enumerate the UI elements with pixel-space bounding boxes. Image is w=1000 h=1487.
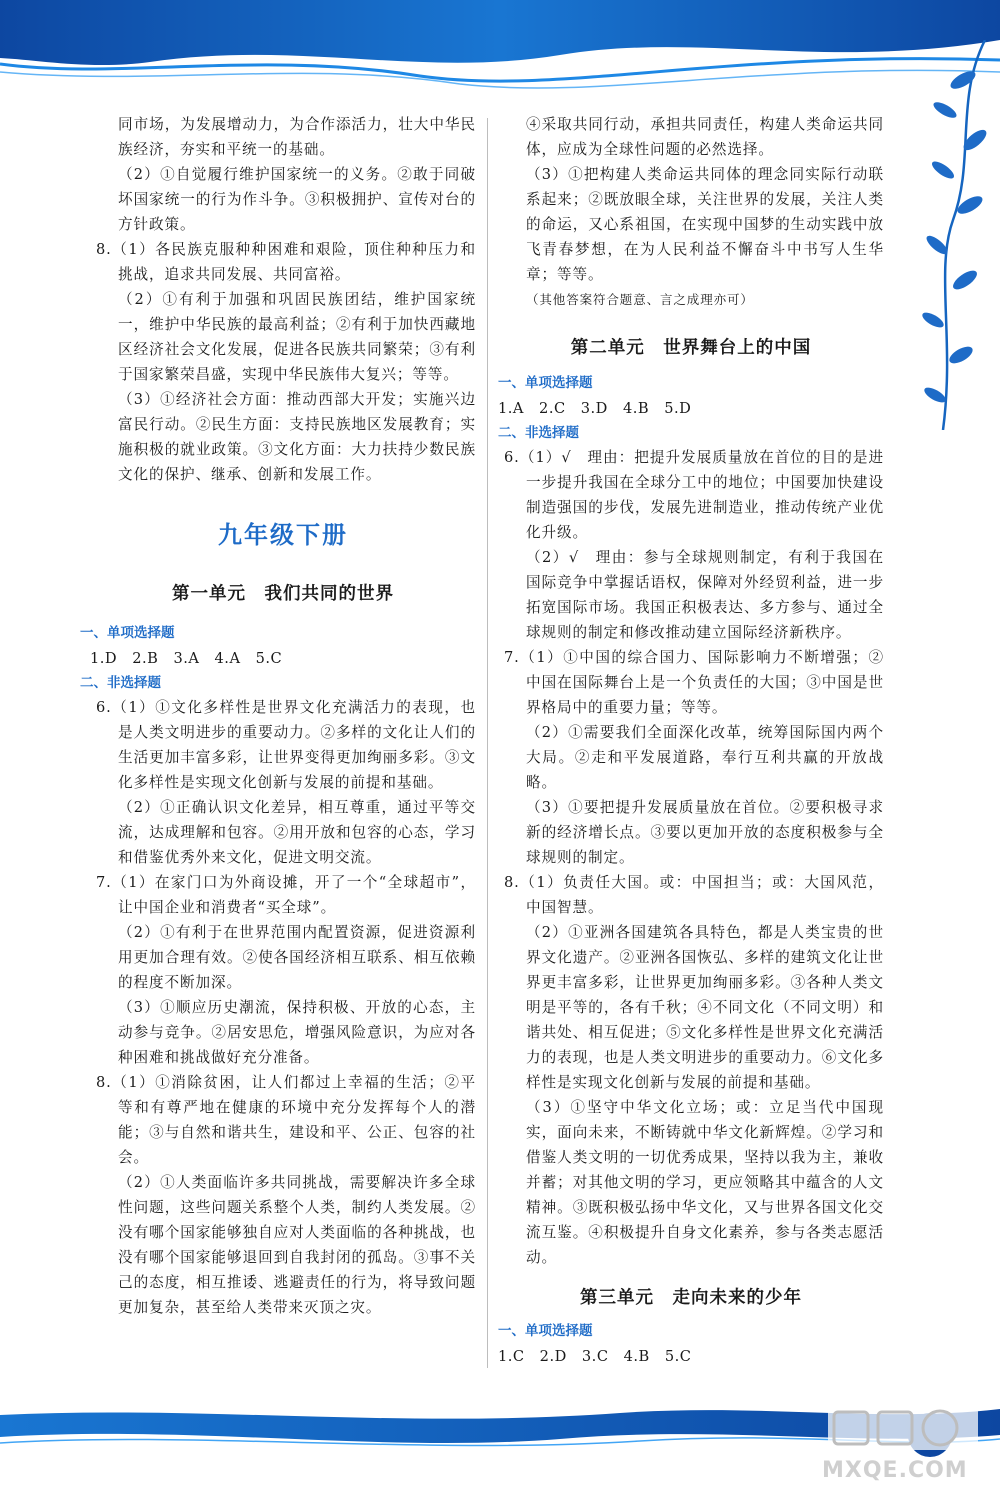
unit2-q6-part1: 6.（1）√ 理由：把提升发展质量放在首位的目的是进一步提升我国在全球分工中的地位；中国要加快建设制造强国的步伐，发展先进制造业，推动传统产业优化升级。 — [504, 449, 884, 541]
unit1-q8-part1: 8.（1）①消除贫困，让人们都过上幸福的生活；②平等和有尊严地在健康的环境中充分发挥每个人的潜能；③与自然和谐共生，建设和平、公正、包容的社会。 — [96, 1074, 476, 1166]
unit3-title: 第三单元 走向未来的少年 — [580, 1288, 802, 1308]
continued-answer-1: 同市场，为发展增动力，为合作添活力，壮大中华民族经济，夯实和平统一的基础。 — [118, 116, 476, 158]
q8-part3: （3）①经济社会方面：推动西部大开发；实施兴边富民行动。②民生方面：支持民族地区发展教育；实施积极的就业政策。③文化方面：大力扶持少数民族文化的保护、继承、创新和发展工作。 — [118, 391, 476, 483]
right-column — [498, 112, 884, 1369]
unit1-title: 第一单元 我们共同的世界 — [172, 584, 394, 604]
unit1-mc-answers: 1.D 2.B 3.A 4.A 5.C — [90, 650, 283, 667]
answer-note: （其他答案符合题意、言之成理亦可） — [526, 292, 754, 307]
unit1-q8-part2: （2）①人类面临许多共同挑战，需要解决许多全球性问题，这些问题关系整个人类，制约人类发展。②没有哪个国家能够独自应对人类面临的各种挑战，也没有哪个国家能够退回到自我封闭的孤岛。③事不关己的态度，相互推诿、逃避责任的行为，将导致问题更加复杂，甚至给人类带来灭顶之灾。 — [118, 1174, 476, 1316]
unit1-q6-part2: （2）①正确认识文化差异，相互尊重，通过平等交流，达成理解和包容。②用开放和包容的心态，学习和借鉴优秀外来文化，促进文明交流。 — [118, 799, 476, 866]
continued-answer-right-1: ④采取共同行动，承担共同责任，构建人类命运共同体，应成为全球性问题的必然选择。 — [526, 116, 884, 158]
unit2-q6-part2: （2）√ 理由：参与全球规则制定，有利于我国在国际竞争中掌握话语权，保障对外经贸利益，进一步拓宽国际市场。我国正积极表达、多方参与、通过全球规则的制定和修改推动建立国际经济新秩序。 — [526, 549, 884, 641]
unit3-mc-answers: 1.C 2.D 3.C 4.B 5.C — [498, 1348, 692, 1365]
unit1-q6-part1: 6.（1）①文化多样性是世界文化充满活力的表现，也是人类文明进步的重要动力。②多样的文化让人们的生活更加丰富多彩，让世界变得更加绚丽多彩。③文化多样性是实现文化创新与发展的前提和基础。 — [96, 699, 476, 791]
q8-part2: （2）①有利于加强和巩固民族团结，维护国家统一，维护中华民族的最高利益；②有利于加快西藏地区经济社会文化发展，促进各民族共同繁荣；③有利于国家繁荣昌盛，实现中华民族伟大复兴；等等。 — [118, 291, 476, 383]
unit2-q7-part1: 7.（1）①中国的综合国力、国际影响力不断增强；②中国在国际舞台上是一个负责任的大国；③中国是世界格局中的重要力量；等等。 — [504, 649, 884, 716]
unit2-mc-answers: 1.A 2.C 3.D 4.B 5.D — [498, 400, 692, 417]
unit1-section-non-choice: 二、非选择题 — [80, 675, 161, 691]
q8-part1: 8.（1）各民族克服种种困难和艰险，顶住种种压力和挑战，追求共同发展、共同富裕。 — [96, 241, 476, 283]
grade-title: 九年级下册 — [218, 521, 348, 549]
unit2-section-single-choice: 一、单项选择题 — [498, 375, 593, 391]
unit1-q7-part3: （3）①顺应历史潮流，保持积极、开放的心态，主动参与竞争。②居安思危，增强风险意识，为应对各种困难和挑战做好充分准备。 — [118, 999, 476, 1066]
unit2-q7-part3: （3）①要把提升发展质量放在首位。②要积极寻求新的经济增长点。③要以更加开放的态度积极参与全球规则的制定。 — [526, 799, 884, 866]
unit1-q7-part2: （2）①有利于在世界范围内配置资源，促进资源利用更加合理有效。②使各国经济相互联系、相互依赖的程度不断加深。 — [118, 924, 476, 991]
unit1-q7-part1: 7.（1）在家门口为外商设摊，开了一个“全球超市”，让中国企业和消费者“买全球”。 — [96, 874, 476, 916]
left-column — [80, 112, 476, 1320]
column-divider — [487, 118, 488, 1368]
vine-decoration — [915, 40, 1000, 430]
unit3-section-single-choice: 一、单项选择题 — [498, 1323, 593, 1339]
unit2-q8-part2: （2）①亚洲各国建筑各具特色，都是人类宝贵的世界文化遗产。②亚洲各国恢弘、多样的建筑文化让世界更丰富多彩，让世界更加绚丽多彩。③各种人类文明是平等的，各有千秋；④不同文化（不同文明）和谐共处、相互促进；⑤文化多样性是世界文化充满活力的表现，也是人类文明进步的重要动力。⑥文化多样性是实现文化创新与发展的前提和基础。 — [526, 924, 884, 1091]
unit2-q8-part1: 8.（1）负责任大国。或：中国担当；或：大国风范，中国智慧。 — [504, 874, 884, 916]
unit2-title: 第二单元 世界舞台上的中国 — [570, 338, 812, 358]
unit2-section-non-choice: 二、非选择题 — [498, 425, 579, 441]
continued-answer-2: （2）①自觉履行维护国家统一的义务。②敢于同破坏国家统一的行为作斗争。③积极拥护、宣传对台的方针政策。 — [118, 166, 476, 233]
continued-answer-right-2: （3）①把构建人类命运共同体的理念同实际行动联系起来；②既放眼全球，关注世界的发展，关注人类的命运，又心系祖国，在实现中国梦的生动实践中放飞青春梦想，在为人民利益不懈奋斗中书写人生华章；等等。 — [526, 166, 884, 283]
top-decorative-band — [0, 0, 1000, 90]
unit2-q8-part3: （3）①坚守中华文化立场；或：立足当代中国现实，面向未来，不断铸就中华文化新辉煌。②学习和借鉴人类文明的一切优秀成果，坚持以我为主，兼收并蓄；对其他文明的学习，更应领略其中蕴含的人文精神。③既积极弘扬中华文化，又与世界各国文化交流互鉴。④积极提升自身文化素养，参与各类志愿活动。 — [526, 1099, 884, 1266]
watermark-text: MXQE.COM — [822, 1458, 968, 1483]
unit2-q7-part2: （2）①需要我们全面深化改革，统筹国际国内两个大局。②走和平发展道路，奉行互利共赢的开放战略。 — [526, 724, 884, 791]
unit1-section-single-choice: 一、单项选择题 — [80, 625, 175, 641]
